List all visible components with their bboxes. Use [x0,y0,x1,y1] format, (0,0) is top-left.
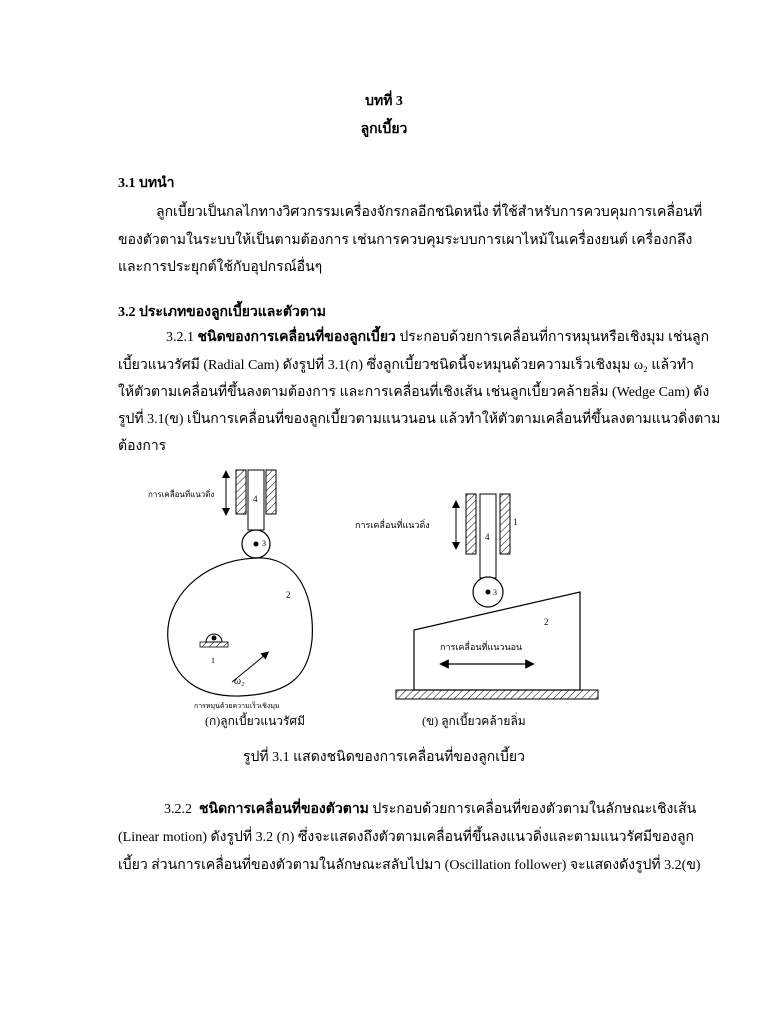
vertical-motion-label: การเคลื่อนที่แนวดิ่ง [355,520,430,530]
subsection-title: ชนิดของการเคลื่อนที่ของลูกเบี้ยว [197,330,396,345]
chapter-title: ลูกเบี้ยว [360,122,408,137]
chapter-number: บทที่ 3 [365,94,403,109]
roller-pin [486,590,491,595]
paragraph-3-2-1-line-1 [166,328,709,348]
paragraph-3-2-2-line-3: เบี้ยว ส่วนการเคลื่อนที่ของตัวตามในลักษณะสลับไปมา (Oscillation follower) จะแสดงดังรูปที่ 3.2(ข) [118,858,701,873]
figure-caption: รูปที่ 3.1 แสดงชนิดของการเคลื่อนที่ของลูกเบี้ยว [242,750,525,765]
paragraph-text: ประกอบด้วยการเคลื่อนที่ของตัวตามในลักษณะเชิงเส้น [368,802,697,817]
paragraph-3-2-2-line-2: (Linear motion) ดังรูปที่ 3.2 (ก) ซึ่งจะแสดงถึงตัวตามเคลื่อนที่ขึ้นลงแนวดิ่งและตามแนวรัศมีของลูก [118,830,695,845]
part-4-label: 4 [253,494,258,504]
paragraph-3-2-1-line-3: ให้ตัวตามเคลื่อนที่ขึ้นลงตามต้องการ และการเคลื่อนที่เชิงเส้น เช่นลูกเบี้ยวคล้ายลิ่ม (Wedge Cam) ดัง [118,385,710,400]
part-3-label: 3 [493,588,497,597]
figure-3-1 [0,460,768,740]
caption-b: (ข) ลูกเบี้ยวคล้ายลิ่ม [422,714,526,728]
wedge-cam-diagram [355,494,598,699]
radial-cam-diagram [148,470,312,710]
paragraph-3-2-1-line-2: เบี้ยวแนวรัศมี (Radial Cam) ดังรูปที่ 3.1(ก) ซึ่งลูกเบี้ยวชนิดนี้จะหมุนด้วยความเร็วเชิงมุม ω₂ แล้วทำ [118,358,694,373]
subsection-number: 3.2.1 [166,330,194,345]
wedge-cam [414,592,580,690]
caption-a: (ก)ลูกเบี้ยวแนวรัศมี [205,714,306,728]
roller-pin [254,542,259,547]
subsection-title: ชนิดการเคลื่อนที่ของตัวตาม [199,802,369,817]
paragraph-3-2-1-line-4: รูปที่ 3.1(ข) เป็นการเคลื่อนที่ของลูกเบี้ยวตามแนวนอน แล้วทำให้ตัวตามเคลื่อนที่ขึ้นลงตามแนวดิ่งตาม [118,412,721,427]
part-3-label: 3 [262,539,266,548]
paragraph-3-1-line-3: และการประยุกต์ใช้กับอุปกรณ์อื่นๆ [118,260,323,275]
paragraph-3-2-2-line-1 [164,800,696,820]
pivot-ground [200,642,228,647]
pivot-pin [212,636,217,641]
omega-label: ω₂ [234,676,245,687]
rotation-label: การหมุนด้วยความเร็วเชิงมุม [194,702,280,710]
paragraph-text: ประกอบด้วยการเคลื่อนที่การหมุนหรือเชิงมุม เช่นลูก [395,330,710,345]
guide-right [266,470,276,514]
paragraph-3-1-line-2: ของตัวตามในระบบให้เป็นตามต้องการ เช่นการควบคุมระบบการเผาไหม้ในเครื่องยนต์ เครื่องกลึง [118,233,693,248]
guide-left [236,470,246,514]
ground-base [396,690,598,699]
part-1-label: 1 [513,517,518,527]
section-heading-3-2: 3.2 ประเภทของลูกเบี้ยวและตัวตาม [118,305,327,320]
paragraph-3-1-line-1: ลูกเบี้ยวเป็นกลไกทางวิศวกรรมเครื่องจักรกลอีกชนิดหนึ่ง ที่ใช้สำหรับการควบคุมการเคลื่อนที่ [156,205,703,220]
guide-left [466,494,476,554]
part-1-label: 1 [211,656,215,665]
paragraph-3-2-1-line-5: ต้องการ [118,439,167,454]
section-heading-3-1: 3.1 บทนำ [118,176,175,191]
part-2-label: 2 [544,617,549,627]
part-2-label: 2 [286,590,291,600]
guide-right [500,494,510,554]
part-4-label: 4 [485,532,490,542]
subsection-number: 3.2.2 [164,802,192,817]
horizontal-motion-label: การเคลื่อนที่แนวนอน [440,642,523,652]
vertical-motion-label: การเคลื่อนที่แนวดิ่ง [148,490,215,499]
